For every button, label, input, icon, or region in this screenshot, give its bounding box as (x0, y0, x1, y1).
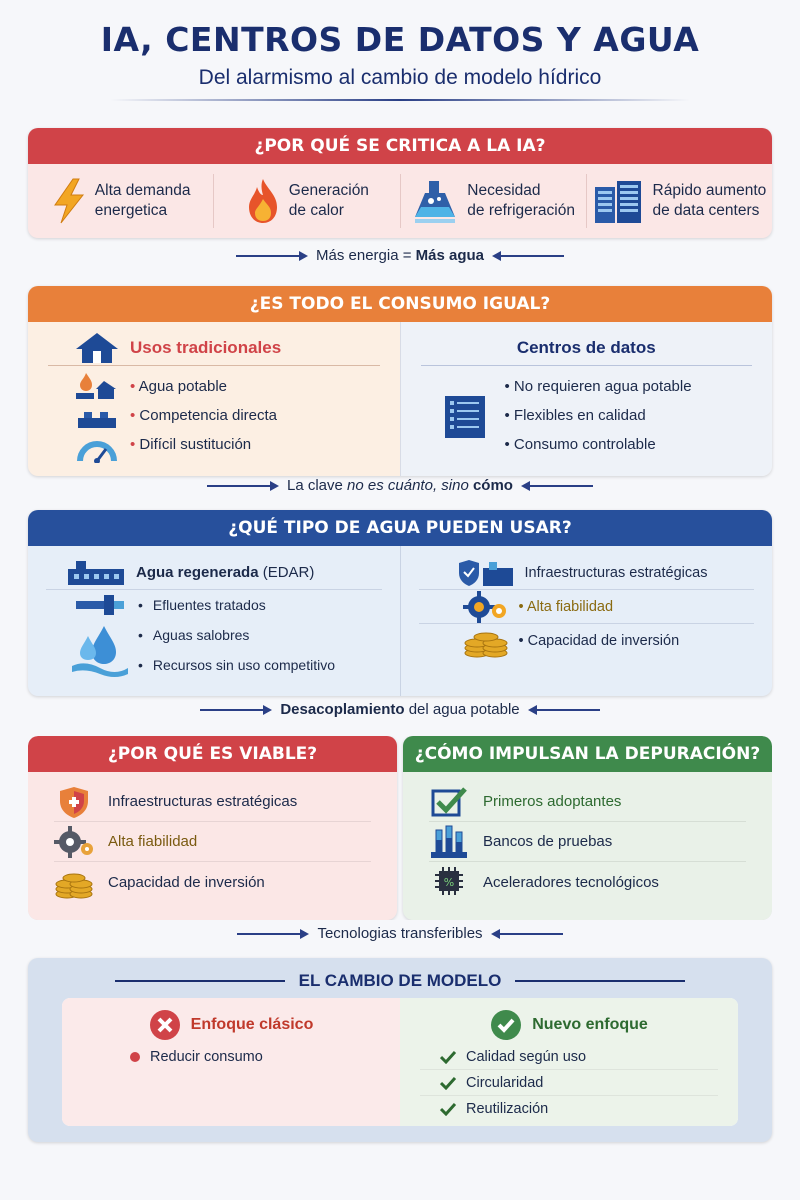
agua-regenerada-item: • Aguas salobres (138, 620, 335, 650)
critica-item-line2: de refrigeración (467, 202, 575, 219)
subtitle-divider (110, 99, 690, 101)
depuracion-item-text: Primeros adoptantes (483, 793, 622, 810)
data-center-icon (593, 177, 645, 225)
usos-item: • Competencia directa (130, 401, 277, 430)
treatment-plant-icon (66, 559, 126, 587)
arrow-left-icon (493, 933, 563, 935)
connector-energia-agua (0, 247, 800, 264)
usos-tradicionales-title: Usos tradicionales (130, 337, 282, 357)
house-icon (74, 331, 120, 365)
gauge-icon (74, 434, 120, 463)
centros-item: • Flexibles en calidad (505, 401, 692, 430)
agua-regenerada-item: • Recursos sin uso competitivo (138, 650, 335, 680)
checkbox-icon (429, 785, 469, 819)
usos-item: • Agua potable (130, 372, 277, 401)
usos-item: • Difícil sustitución (130, 430, 277, 459)
pipes-icon (70, 590, 130, 620)
check-icon (440, 1102, 456, 1116)
usos-tradicionales-panel (28, 322, 400, 476)
page-title: IA, CENTROS DE DATOS Y AGUA (100, 20, 700, 59)
water-drops-icon (70, 620, 130, 680)
viable-item (54, 862, 371, 902)
tipo-agua-right-panel (400, 546, 773, 696)
tipo-right-item: Infraestructuras estratégicas (524, 564, 708, 581)
depuracion-item-text: Aceleradores tecnológicos (483, 873, 659, 891)
connector-desacoplamiento (0, 701, 800, 718)
viable-heading: ¿POR QUÉ ES VIABLE? (28, 736, 397, 772)
nuevo-enfoque-item (420, 1096, 718, 1122)
critica-item-line2: de data centers (652, 202, 760, 219)
check-icon (440, 1076, 456, 1090)
cambio-modelo-section (28, 958, 772, 1142)
nuevo-enfoque-item-text: Calidad según uso (466, 1048, 587, 1065)
gear-icon (463, 591, 509, 623)
agua-regenerada-panel (28, 546, 400, 696)
svg-text:%: % (443, 876, 455, 889)
tipo-agua-heading: ¿QUÉ TIPO DE AGUA PUEDEN USAR? (28, 510, 772, 546)
tipo-right-item: • Capacidad de inversión (519, 633, 680, 649)
tipo-agua-section (28, 510, 772, 696)
viable-item (54, 822, 371, 862)
connector-bold: Más agua (415, 247, 484, 264)
agua-regenerada-item: • Efluentes tratados (138, 590, 335, 620)
connector-tecnologias (0, 925, 800, 942)
critica-section (28, 128, 772, 238)
viable-item-text: Infraestructuras estratégicas (108, 793, 298, 810)
consumo-heading: ¿ES TODO EL CONSUMO IGUAL? (28, 286, 772, 322)
depuracion-item (429, 782, 746, 822)
arrow-left-icon (523, 485, 593, 487)
heading-rule (515, 980, 685, 982)
nuevo-enfoque-item-text: Reutilización (466, 1101, 549, 1117)
depuracion-heading: ¿CÓMO IMPULSAN LA DEPURACIÓN? (403, 736, 772, 772)
viable-depuracion-section (28, 736, 772, 920)
depuracion-item (429, 822, 746, 862)
fire-icon (245, 177, 281, 225)
critica-item-line1: Alta demanda (94, 182, 191, 199)
red-dot-icon (130, 1052, 140, 1062)
depuracion-item (429, 862, 746, 902)
agua-regenerada-note: (EDAR) (258, 564, 315, 581)
shield-infrastructure-icon (459, 558, 515, 588)
page-subtitle: Del alarmismo al cambio de modelo hídrico (198, 66, 602, 89)
connector-bold: Desacoplamiento (280, 701, 405, 718)
arrow-right-icon (200, 709, 270, 711)
viable-item-text: Capacidad de inversión (108, 873, 265, 891)
coins-icon (463, 623, 509, 659)
critica-item-line2: energetica (94, 202, 168, 219)
check-icon (440, 1050, 456, 1064)
heading-rule (115, 980, 285, 982)
centros-item: • Consumo controlable (505, 430, 692, 459)
gears-icon (54, 825, 94, 859)
burning-home-icon (74, 372, 120, 401)
cooling-flask-icon (411, 177, 459, 225)
connector-clave (0, 477, 800, 494)
check-circle-icon (490, 1009, 522, 1041)
arrow-right-icon (207, 485, 277, 487)
connector-text: Más energia = (316, 247, 416, 264)
viable-item-text: Alta fiabilidad (108, 833, 198, 850)
nuevo-enfoque-item-text: Circularidad (466, 1074, 544, 1091)
nuevo-enfoque-panel (400, 998, 738, 1126)
arrow-right-icon (236, 255, 306, 257)
critica-heading: ¿POR QUÉ SE CRITICA A LA IA? (28, 128, 772, 164)
centros-datos-panel (400, 322, 773, 476)
nuevo-enfoque-item (420, 1044, 718, 1070)
shield-icon (54, 785, 94, 819)
enfoque-clasico-panel (62, 998, 400, 1126)
chip-icon (429, 865, 469, 899)
arrow-right-icon (237, 933, 307, 935)
centros-datos-title: Centros de datos (516, 337, 656, 357)
arrow-left-icon (530, 709, 600, 711)
connector-text: La clave (287, 477, 348, 494)
competition-icon (74, 403, 120, 432)
x-circle-icon (149, 1009, 181, 1041)
cambio-modelo-heading: EL CAMBIO DE MODELO (298, 971, 502, 990)
server-icon (421, 392, 489, 440)
lightning-icon (51, 177, 87, 225)
coins-icon (54, 865, 94, 899)
connector-bold: cómo (472, 477, 513, 494)
depuracion-panel (403, 736, 772, 920)
enfoque-clasico-item-text: Reducir consumo (150, 1049, 263, 1065)
connector-italic: no es cuánto, sino (347, 477, 473, 494)
critica-item-cooling (401, 174, 587, 228)
consumo-section (28, 286, 772, 476)
viable-item (54, 782, 371, 822)
centros-item: • No requieren agua potable (505, 372, 692, 401)
critica-item-line1: Rápido aumento (652, 182, 767, 199)
critica-item-heat (214, 174, 400, 228)
depuracion-item-text: Bancos de pruebas (483, 833, 613, 850)
lab-test-icon (429, 824, 469, 860)
agua-regenerada-title: Agua regenerada (136, 564, 259, 581)
critica-item-line1: Necesidad (467, 182, 541, 199)
connector-text: Tecnologias transferibles (317, 925, 483, 942)
enfoque-clasico-item (82, 1044, 380, 1070)
arrow-left-icon (494, 255, 564, 257)
critica-item-datacenters (587, 174, 772, 228)
connector-text: del agua potable (404, 701, 520, 718)
critica-item-line1: Generación (288, 182, 369, 199)
enfoque-clasico-title: Enfoque clásico (190, 1016, 314, 1033)
nuevo-enfoque-title: Nuevo enfoque (532, 1016, 648, 1033)
critica-item-line2: de calor (288, 202, 344, 219)
critica-item-energy (28, 174, 214, 228)
nuevo-enfoque-item (420, 1070, 718, 1096)
tipo-right-item: • Alta fiabilidad (519, 599, 614, 615)
viable-panel (28, 736, 397, 920)
